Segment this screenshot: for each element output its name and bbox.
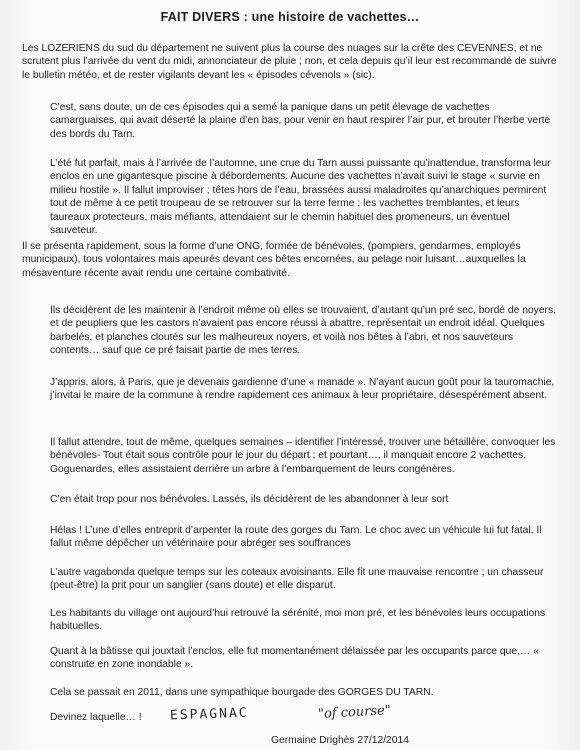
page-title: FAIT DIVERS : une histoire de vachettes…: [160, 10, 420, 24]
paragraph-2: [22, 101, 558, 141]
paragraph-text: Cela se passait en 2011, dans une sympathique bourgade des GORGES DU TARN.: [50, 687, 434, 698]
paragraph-10: [22, 566, 558, 593]
paragraph-text: Les habitants du village ont aujourd’hui retrouvé la sérénité, moi mon pré, et les bénévoles leurs occupations habituelles.: [50, 608, 546, 633]
paragraph-text: Les LOZERIENS du sud du département ne suivent plus la course des nuages sur la crête des CEVENNES, et ne scrutent plus l’arrivée du vent du midi, annonciateur de pluie ; non, et cela depuis qu’il leur est recommandé de suivre le bulletin météo, et de rester vigilants devant les « épisodes cévenols » (sic).: [22, 43, 557, 81]
paragraph-5: [22, 304, 558, 358]
paragraph-text: Hélas ! L’une d’elles entreprit d’arpenter la route des gorges du Tarn. Le choc avec un véhicule lui fut fatal. Il fallut même dépêcher un vétérinaire pour abréger ses souffrances: [50, 525, 542, 550]
paragraph-text: L’été fut parfait, mais à l’arrivée de l’automne, une crue du Tarn aussi puissante qu’inattendue, transforma leur enclos en une gigantesque piscine à débordements. Aucune des vachettes n’avait suivi le stage « survie en milieu hostile ». Il fallut improviser ; têtes hors de l’eau, brassées aussi maladroites qu’anarchiques permirent tout de même à ce petit troupeau de se retrouver sur la terre ferme ; les vachettes tremblantes, et leurs taureaux protecteurs, mais méfiants, attendaient sur le chemin habituel des promeneurs, un éventuel sauveteur.: [50, 158, 551, 237]
paragraph-9: [22, 524, 558, 551]
paragraph-12: [22, 645, 558, 672]
paragraph-6: [22, 376, 558, 403]
paragraph-11: [22, 607, 558, 634]
paragraph-7: [22, 436, 558, 476]
paragraph-text: Ils décidèrent de les maintenir à l’endroit même où elles se trouvaient, d’autant qu’un pré sec, bordé de noyers, et de peupliers que les castors n’avaient pas encore réussi à abattre, représentait un endroit idéal. Quelques barbelés, et planches cloutés sur les malheureux noyers, et voilà nos bêtes à l’abri, et nos sauveteurs contents… sauf que ce pré faisait partie de mes terres.: [50, 305, 556, 357]
paragraph-4: [22, 240, 558, 280]
paragraph-text: Il fallut attendre, tout de même, quelques semaines – identifier l’intéressé, trouver une bétaillère, convoquer les bénévoles- Tout était sous contrôle pour le jour du départ ; et pourtant…, il manquait encore 2 vachettes. Goguenardes, elles assistaient derrière un arbre à l’embarquement de leurs congénères.: [50, 437, 556, 475]
paragraph-text: Devinez laquelle… !: [50, 712, 142, 723]
paragraph-8: [22, 493, 558, 506]
signature: Germaine Drighès 27/12/2014: [271, 735, 409, 746]
paragraph-text: J’appris, alors, à Paris, que je devenais gardienne d’une « manade ». N’ayant aucun goût pour la tauromachie, j’invitai le maire de la commune à rendre rapidement ces animaux à leur propriétaire, désespérément absent.: [50, 377, 555, 402]
paragraph-1: [22, 42, 558, 82]
paragraph-text: Quant à la bâtisse qui jouxtait l’enclos, elle fut momentanément délaissée par les occupants parce que,… « construite en zone inondable ».: [50, 646, 539, 671]
paragraph-text: C’est, sans doute, un de ces épisodes qui a semé la panique dans un petit élevage de vachettes camarguaises, qui avait déserté la plaine d’en bas, pour venir en haut respirer l’air pur, et brouter l’herbe verte des bords du Tarn.: [50, 102, 551, 140]
paragraph-14: [22, 711, 162, 724]
handwritten-answer: ESPAGNAC: [169, 705, 249, 724]
paragraph-3: [22, 157, 558, 237]
paragraph-text: L’autre vagabonda quelque temps sur les coteaux avoisinants. Elle fit une mauvaise rencontre ; un chasseur (peut-être) la prit pour un sanglier (sans doute) et elle disparut.: [50, 567, 544, 592]
handwritten-remark: "of course": [317, 703, 392, 722]
paragraph-text: C’en était trop pour nos bénévoles. Lassés, ils décidèrent de les abandonner à leur sort: [50, 494, 449, 505]
paragraph-text: Il se présenta rapidement, sous la forme d’une ONG, formée de bénévoles, (pompiers, gendarmes, employés municipaux), tous volontaires mais apeurés devant ces bêtes encornées, au pelage noir luisant…auxquelles la mésaventure récente avait rendu une certaine combativité.: [22, 241, 526, 279]
paragraph-13: [22, 686, 558, 699]
